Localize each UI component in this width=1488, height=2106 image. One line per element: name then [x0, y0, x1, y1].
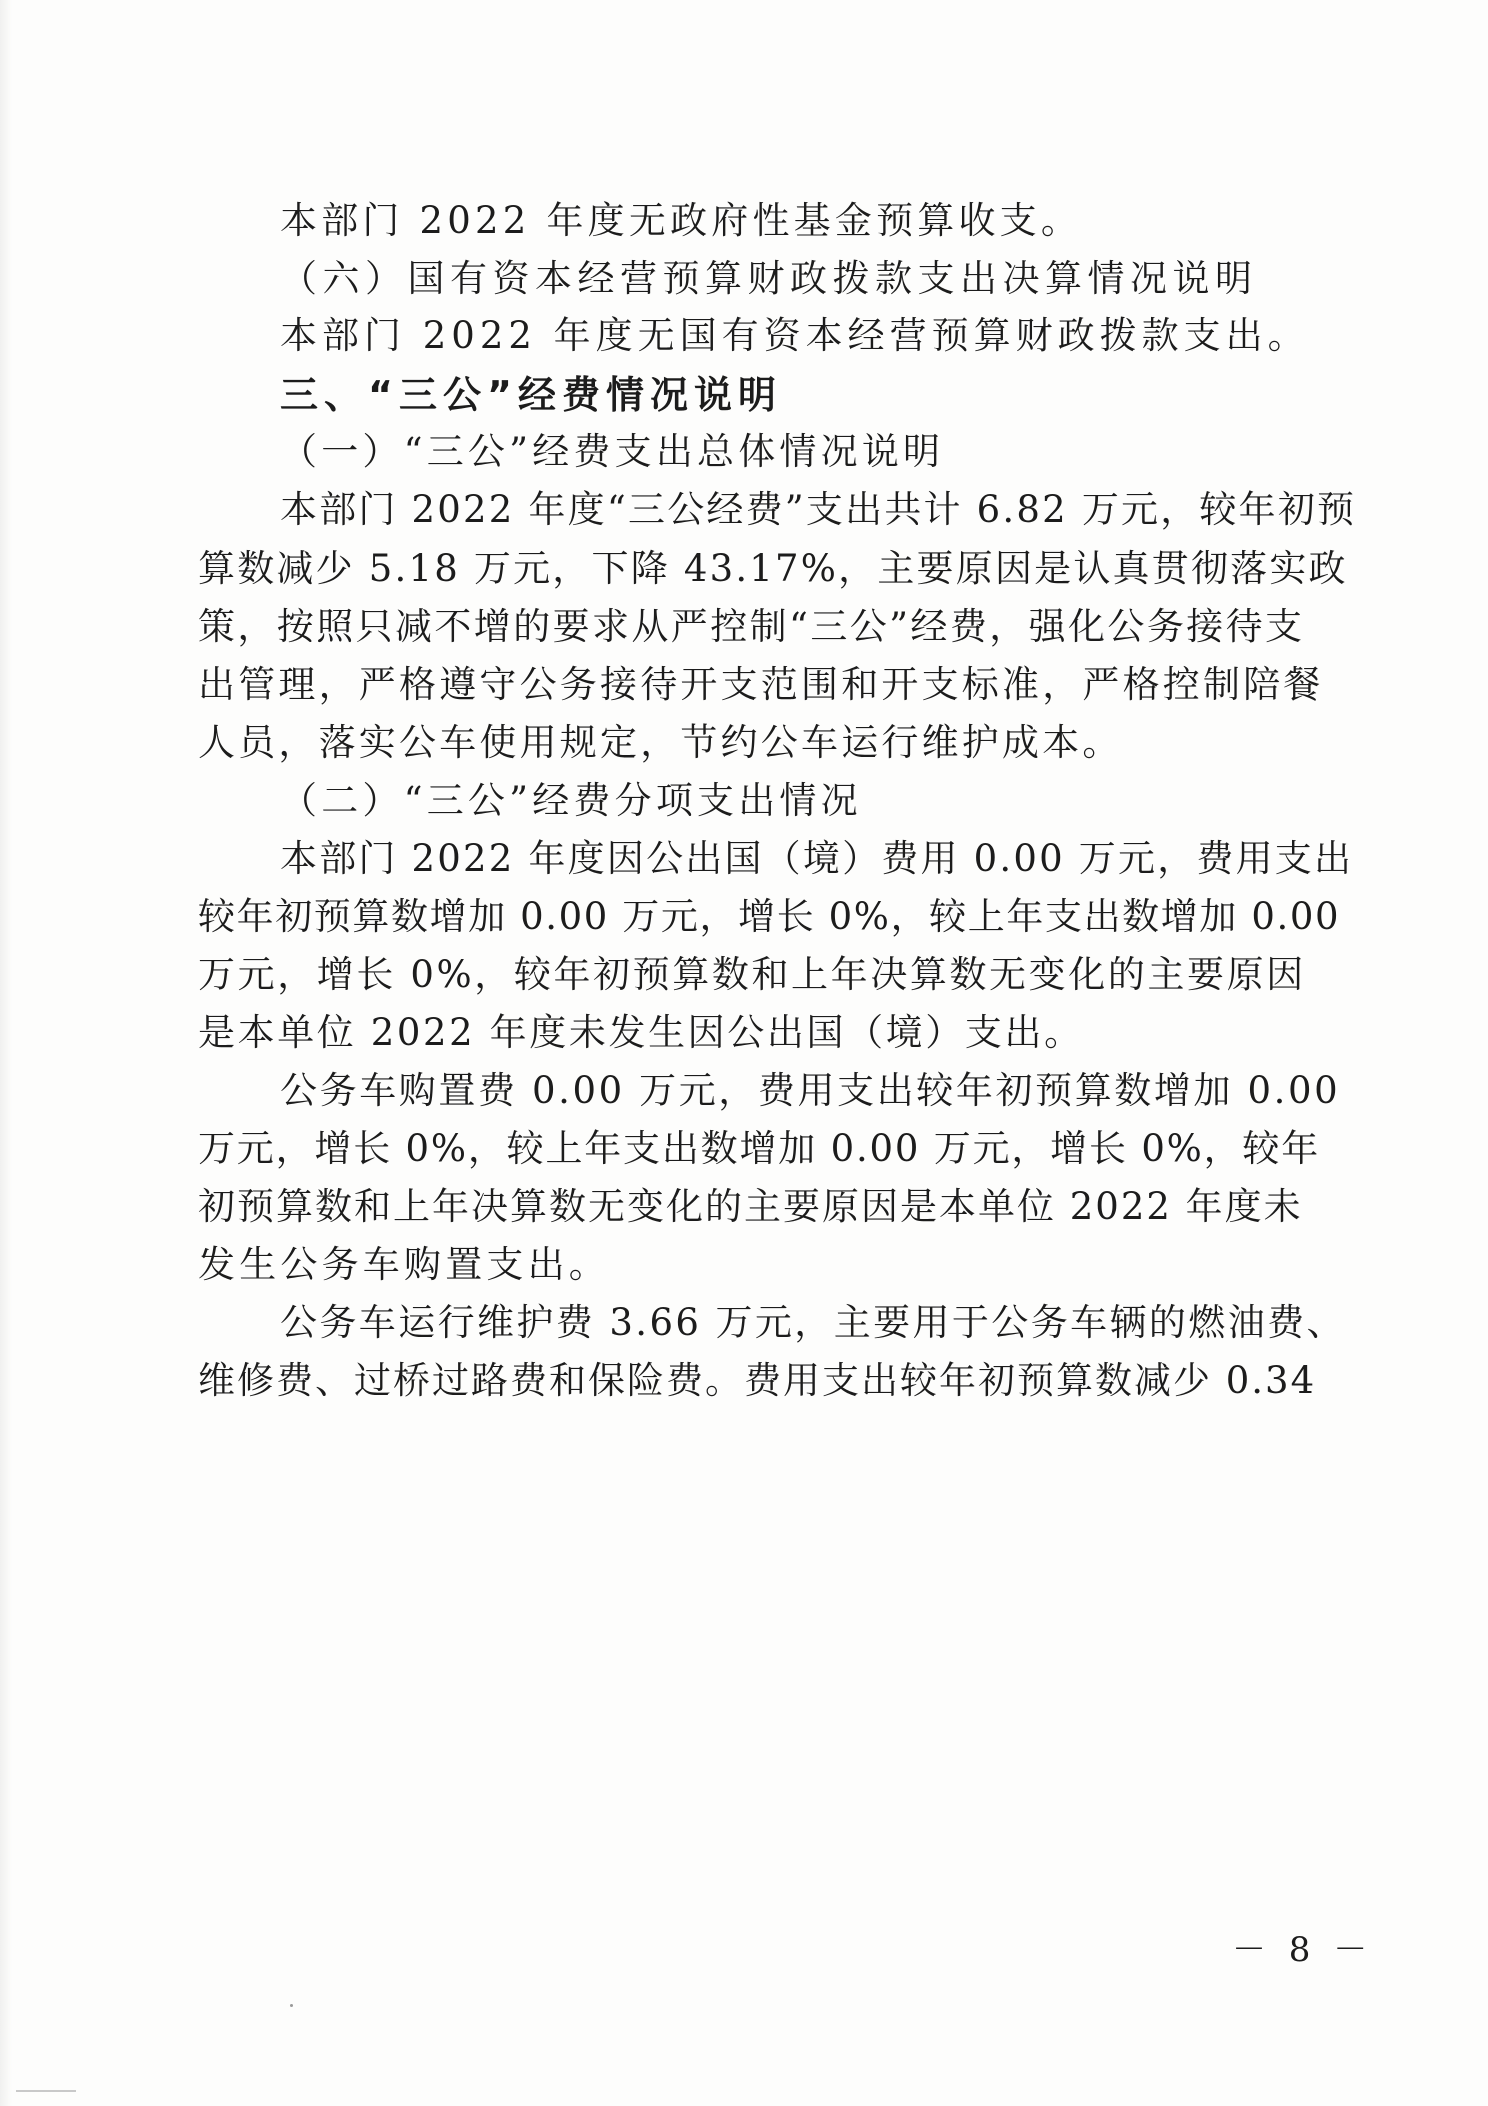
section-heading-6: （六）国有资本经营预算财政拨款支出决算情况说明: [280, 257, 1258, 300]
scan-speck: [290, 2004, 293, 2007]
paragraph-line-16: 公务车购置费 0.00 万元，费用支出较年初预算数增加 0.00: [280, 1069, 1341, 1112]
text-line-3: 本部门 2022 年度无国有资本经营预算财政拨款支出。: [280, 314, 1310, 357]
paragraph-line-10: 人员，落实公车使用规定，节约公车运行维护成本。: [198, 721, 1123, 764]
scan-edge-mark: [16, 2090, 76, 2092]
paragraph-line-9: 出管理，严格遵守公务接待开支范围和开支标准，严格控制陪餐: [198, 663, 1324, 706]
subheading-2: （二）“三公”经费分项支出情况: [280, 779, 862, 822]
page-number: － 8 －: [1232, 1930, 1374, 1970]
paragraph-line-14: 万元，增长 0%，较年初预算数和上年决算数无变化的主要原因: [198, 953, 1306, 996]
paragraph-line-13: 较年初预算数增加 0.00 万元，增长 0%，较上年支出数增加 0.00: [198, 895, 1341, 938]
section-heading-3: 三、“三公”经费情况说明: [280, 373, 782, 417]
subheading-1: （一）“三公”经费支出总体情况说明: [280, 430, 945, 473]
scan-shadow: [0, 0, 12, 2106]
paragraph-line-19: 发生公务车购置支出。: [198, 1243, 610, 1286]
paragraph-line-18: 初预算数和上年决算数无变化的主要原因是本单位 2022 年度未: [198, 1185, 1303, 1228]
paragraph-line-12: 本部门 2022 年度因公出国（境）费用 0.00 万元，费用支出: [280, 837, 1354, 880]
paragraph-line-7: 算数减少 5.18 万元，下降 43.17%，主要原因是认真贯彻落实政: [198, 547, 1348, 590]
paragraph-line-8: 策，按照只减不增的要求从严控制“三公”经费，强化公务接待支: [198, 605, 1305, 648]
paragraph-line-6: 本部门 2022 年度“三公经费”支出共计 6.82 万元，较年初预: [280, 488, 1357, 531]
paragraph-line-17: 万元，增长 0%，较上年支出数增加 0.00 万元，增长 0%，较年: [198, 1127, 1321, 1170]
paragraph-line-15: 是本单位 2022 年度未发生因公出国（境）支出。: [198, 1011, 1084, 1054]
paragraph-line-20: 公务车运行维护费 3.66 万元，主要用于公务车辆的燃油费、: [280, 1301, 1346, 1344]
text-line-1: 本部门 2022 年度无政府性基金预算收支。: [280, 199, 1083, 242]
paragraph-line-21: 维修费、过桥过路费和保险费。费用支出较年初预算数减少 0.34: [198, 1359, 1317, 1402]
